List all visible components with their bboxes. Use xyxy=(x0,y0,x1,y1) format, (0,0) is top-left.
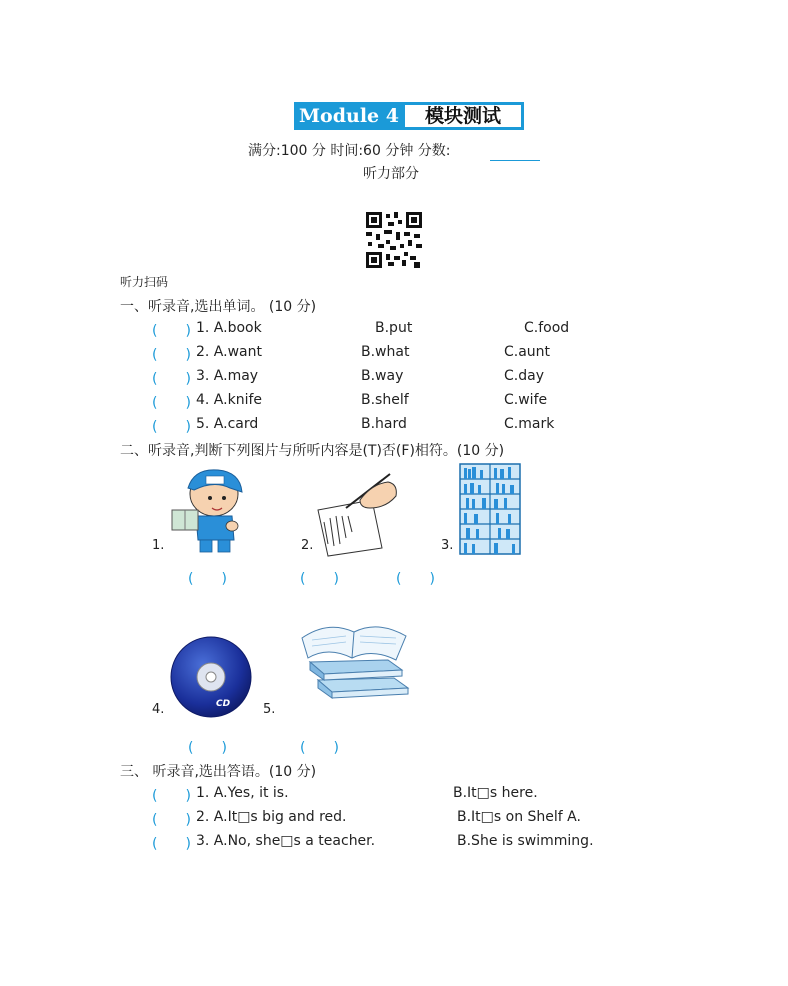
option-b: B.It□s here. xyxy=(453,785,538,801)
option-b: B.hard xyxy=(361,416,407,432)
question-option-a: 2. A.want xyxy=(196,344,262,360)
option-c: C.mark xyxy=(504,416,555,432)
option-b: B.She is swimming. xyxy=(457,833,594,849)
picture-number: 2. xyxy=(301,538,314,553)
answer-paren[interactable]: ( ) xyxy=(152,419,191,435)
module-title-banner xyxy=(294,102,524,130)
picture-number: 3. xyxy=(441,538,454,553)
answer-paren[interactable]: ( ) xyxy=(152,347,191,363)
question-option-a: 1. A.book xyxy=(196,320,262,336)
hand-writing-icon xyxy=(316,472,398,556)
question-option-a: 1. A.Yes, it is. xyxy=(196,785,289,801)
bookshelf-icon xyxy=(460,464,520,554)
option-b: B.what xyxy=(361,344,410,360)
score-info-line: 满分:100 分 时间:60 分钟 分数: xyxy=(248,143,451,159)
answer-paren[interactable]: ( ) xyxy=(300,571,339,587)
test-title: 模块测试 xyxy=(405,105,521,127)
picture-number: 1. xyxy=(152,538,165,553)
picture-number: 4. xyxy=(152,702,165,717)
cd-label: CD xyxy=(216,699,231,709)
option-c: C.day xyxy=(504,368,544,384)
score-blank[interactable] xyxy=(490,160,540,161)
option-b: B.It□s on Shelf A. xyxy=(457,809,581,825)
answer-paren[interactable]: ( ) xyxy=(152,788,191,804)
question-option-a: 3. A.No, she□s a teacher. xyxy=(196,833,376,849)
answer-paren[interactable]: ( ) xyxy=(152,395,191,411)
picture-number: 5. xyxy=(263,702,276,717)
listening-subtitle: 听力部分 xyxy=(363,166,419,182)
cd-icon xyxy=(170,636,252,718)
qr-code-icon[interactable] xyxy=(366,212,422,268)
answer-paren[interactable]: ( ) xyxy=(152,371,191,387)
module-label: Module 4 xyxy=(299,105,399,127)
option-c: C.aunt xyxy=(504,344,551,360)
question-option-a: 5. A.card xyxy=(196,416,259,432)
section3-heading: 三、 听录音,选出答语。(10 分) xyxy=(120,764,317,780)
question-option-a: 2. A.It□s big and red. xyxy=(196,809,347,825)
question-option-a: 3. A.may xyxy=(196,368,259,384)
question-option-a: 4. A.knife xyxy=(196,392,263,408)
answer-paren[interactable]: ( ) xyxy=(152,812,191,828)
option-c: C.food xyxy=(524,320,570,336)
option-c: C.wife xyxy=(504,392,548,408)
qr-caption: 听力扫码 xyxy=(120,275,169,289)
answer-paren[interactable]: ( ) xyxy=(396,571,435,587)
answer-paren[interactable]: ( ) xyxy=(188,571,227,587)
answer-paren[interactable]: ( ) xyxy=(300,740,339,756)
answer-paren[interactable]: ( ) xyxy=(188,740,227,756)
option-b: B.shelf xyxy=(361,392,409,408)
option-b: B.put xyxy=(375,320,413,336)
answer-paren[interactable]: ( ) xyxy=(152,323,191,339)
section1-heading: 一、听录音,选出单词。 (10 分) xyxy=(120,299,317,315)
section2-heading: 二、听录音,判断下列图片与所听内容是(T)否(F)相符。(10 分) xyxy=(120,443,505,459)
books-stack-icon xyxy=(298,616,412,698)
option-b: B.way xyxy=(361,368,404,384)
answer-paren[interactable]: ( ) xyxy=(152,836,191,852)
delivery-boy-icon xyxy=(170,466,246,554)
